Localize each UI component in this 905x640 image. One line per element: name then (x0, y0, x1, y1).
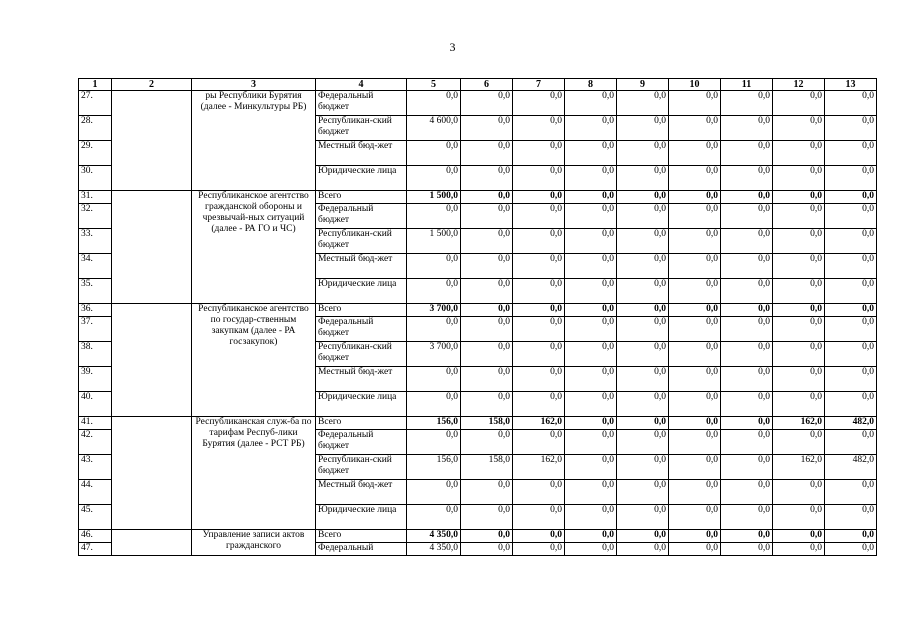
value-cell-col-12: 0,0 (773, 530, 825, 543)
value-cell-col-13: 482,0 (825, 417, 877, 430)
program-cell (112, 91, 192, 191)
column-header-2: 2 (112, 79, 192, 91)
value-cell-col-13: 0,0 (825, 392, 877, 417)
column-header-7: 7 (513, 79, 565, 91)
value-cell-col-10: 0,0 (669, 191, 721, 204)
value-cell-col-13: 0,0 (825, 116, 877, 141)
value-cell-col-7: 0,0 (513, 141, 565, 166)
row-number: 43. (79, 455, 112, 480)
value-cell-col-5: 156,0 (407, 417, 461, 430)
value-cell-col-7: 0,0 (513, 304, 565, 317)
value-cell-col-12: 0,0 (773, 480, 825, 505)
value-cell-col-10: 0,0 (669, 141, 721, 166)
value-cell-col-5: 0,0 (407, 204, 461, 229)
value-cell-col-6: 0,0 (461, 392, 513, 417)
value-cell-col-13: 0,0 (825, 229, 877, 254)
column-header-12: 12 (773, 79, 825, 91)
value-cell-col-5: 4 600,0 (407, 116, 461, 141)
value-cell-col-6: 0,0 (461, 505, 513, 530)
value-cell-col-12: 0,0 (773, 279, 825, 304)
value-cell-col-5: 0,0 (407, 254, 461, 279)
value-cell-col-5: 0,0 (407, 317, 461, 342)
value-cell-col-11: 0,0 (721, 254, 773, 279)
page-number: 3 (449, 40, 456, 54)
table-row (79, 91, 877, 116)
value-cell-col-7: 0,0 (513, 279, 565, 304)
value-cell-col-10: 0,0 (669, 304, 721, 317)
value-cell-col-8: 0,0 (565, 430, 617, 455)
funding-source: Всего (316, 304, 407, 317)
row-number: 34. (79, 254, 112, 279)
value-cell-col-13: 0,0 (825, 367, 877, 392)
value-cell-col-9: 0,0 (617, 480, 669, 505)
value-cell-col-5: 3 700,0 (407, 304, 461, 317)
row-number: 37. (79, 317, 112, 342)
funding-source: Всего (316, 530, 407, 543)
program-cell (112, 191, 192, 304)
row-number: 28. (79, 116, 112, 141)
value-cell-col-12: 0,0 (773, 166, 825, 191)
value-cell-col-9: 0,0 (617, 254, 669, 279)
value-cell-col-11: 0,0 (721, 166, 773, 191)
value-cell-col-7: 0,0 (513, 480, 565, 505)
value-cell-col-12: 0,0 (773, 543, 825, 556)
value-cell-col-5: 0,0 (407, 505, 461, 530)
funding-source: Местный бюд-жет (316, 254, 407, 279)
value-cell-col-9: 0,0 (617, 317, 669, 342)
header-row (79, 79, 877, 91)
value-cell-col-12: 0,0 (773, 204, 825, 229)
value-cell-col-5: 4 350,0 (407, 530, 461, 543)
value-cell-col-5: 0,0 (407, 141, 461, 166)
value-cell-col-6: 0,0 (461, 254, 513, 279)
value-cell-col-11: 0,0 (721, 342, 773, 367)
value-cell-col-13: 0,0 (825, 505, 877, 530)
value-cell-col-9: 0,0 (617, 342, 669, 367)
value-cell-col-10: 0,0 (669, 166, 721, 191)
value-cell-col-11: 0,0 (721, 417, 773, 430)
value-cell-col-12: 0,0 (773, 304, 825, 317)
value-cell-col-12: 0,0 (773, 91, 825, 116)
agency-name: Республиканское агентство гражданской обороны и чрезвычай-ных ситуаций (далее - РА ГО и ЧС) (192, 191, 316, 304)
value-cell-col-11: 0,0 (721, 91, 773, 116)
table-row (79, 304, 877, 317)
value-cell-col-8: 0,0 (565, 530, 617, 543)
value-cell-col-13: 0,0 (825, 480, 877, 505)
value-cell-col-9: 0,0 (617, 505, 669, 530)
value-cell-col-8: 0,0 (565, 191, 617, 204)
value-cell-col-12: 0,0 (773, 191, 825, 204)
value-cell-col-12: 0,0 (773, 392, 825, 417)
column-header-11: 11 (721, 79, 773, 91)
value-cell-col-8: 0,0 (565, 367, 617, 392)
value-cell-col-6: 158,0 (461, 417, 513, 430)
value-cell-col-11: 0,0 (721, 530, 773, 543)
table-row (79, 530, 877, 543)
value-cell-col-13: 0,0 (825, 279, 877, 304)
value-cell-col-8: 0,0 (565, 392, 617, 417)
value-cell-col-11: 0,0 (721, 392, 773, 417)
value-cell-col-6: 0,0 (461, 204, 513, 229)
value-cell-col-12: 0,0 (773, 116, 825, 141)
value-cell-col-8: 0,0 (565, 417, 617, 430)
value-cell-col-13: 0,0 (825, 430, 877, 455)
value-cell-col-6: 0,0 (461, 279, 513, 304)
value-cell-col-6: 0,0 (461, 342, 513, 367)
value-cell-col-7: 0,0 (513, 317, 565, 342)
value-cell-col-8: 0,0 (565, 505, 617, 530)
funding-source: Федеральный бюджет (316, 91, 407, 116)
row-number: 35. (79, 279, 112, 304)
column-header-6: 6 (461, 79, 513, 91)
value-cell-col-9: 0,0 (617, 116, 669, 141)
value-cell-col-8: 0,0 (565, 342, 617, 367)
value-cell-col-10: 0,0 (669, 342, 721, 367)
value-cell-col-9: 0,0 (617, 530, 669, 543)
column-header-9: 9 (617, 79, 669, 91)
row-number: 33. (79, 229, 112, 254)
value-cell-col-9: 0,0 (617, 166, 669, 191)
value-cell-col-11: 0,0 (721, 304, 773, 317)
value-cell-col-9: 0,0 (617, 191, 669, 204)
value-cell-col-10: 0,0 (669, 430, 721, 455)
value-cell-col-12: 0,0 (773, 505, 825, 530)
value-cell-col-13: 0,0 (825, 317, 877, 342)
value-cell-col-7: 0,0 (513, 116, 565, 141)
value-cell-col-10: 0,0 (669, 204, 721, 229)
value-cell-col-10: 0,0 (669, 229, 721, 254)
row-number: 38. (79, 342, 112, 367)
row-number: 29. (79, 141, 112, 166)
value-cell-col-12: 0,0 (773, 254, 825, 279)
value-cell-col-8: 0,0 (565, 166, 617, 191)
table-body (79, 91, 877, 556)
value-cell-col-8: 0,0 (565, 229, 617, 254)
table-row (79, 191, 877, 204)
value-cell-col-8: 0,0 (565, 91, 617, 116)
value-cell-col-6: 0,0 (461, 166, 513, 191)
row-number: 42. (79, 430, 112, 455)
value-cell-col-11: 0,0 (721, 480, 773, 505)
value-cell-col-5: 156,0 (407, 455, 461, 480)
value-cell-col-7: 162,0 (513, 455, 565, 480)
value-cell-col-9: 0,0 (617, 229, 669, 254)
row-number: 32. (79, 204, 112, 229)
value-cell-col-9: 0,0 (617, 430, 669, 455)
funding-source: Федеральный бюджет (316, 430, 407, 455)
value-cell-col-11: 0,0 (721, 455, 773, 480)
value-cell-col-11: 0,0 (721, 191, 773, 204)
value-cell-col-7: 0,0 (513, 204, 565, 229)
value-cell-col-7: 0,0 (513, 254, 565, 279)
column-header-13: 13 (825, 79, 877, 91)
value-cell-col-10: 0,0 (669, 367, 721, 392)
value-cell-col-13: 0,0 (825, 304, 877, 317)
value-cell-col-5: 0,0 (407, 480, 461, 505)
column-header-5: 5 (407, 79, 461, 91)
agency-name: Республиканское агентство по государ-ственным закупкам (далее - РА госзакупок) (192, 304, 316, 417)
value-cell-col-5: 0,0 (407, 166, 461, 191)
row-number: 31. (79, 191, 112, 204)
column-header-8: 8 (565, 79, 617, 91)
value-cell-col-8: 0,0 (565, 141, 617, 166)
funding-source: Юридические лица (316, 279, 407, 304)
value-cell-col-7: 0,0 (513, 505, 565, 530)
row-number: 47. (79, 543, 112, 556)
value-cell-col-7: 0,0 (513, 229, 565, 254)
value-cell-col-5: 0,0 (407, 367, 461, 392)
value-cell-col-6: 0,0 (461, 430, 513, 455)
value-cell-col-6: 0,0 (461, 480, 513, 505)
value-cell-col-7: 0,0 (513, 543, 565, 556)
value-cell-col-7: 0,0 (513, 367, 565, 392)
value-cell-col-7: 0,0 (513, 392, 565, 417)
value-cell-col-12: 0,0 (773, 229, 825, 254)
agency-name: Республиканская служ-ба по тарифам Респуб-лики Бурятия (далее - РСТ РБ) (192, 417, 316, 530)
budget-table (78, 78, 877, 556)
value-cell-col-10: 0,0 (669, 392, 721, 417)
value-cell-col-8: 0,0 (565, 317, 617, 342)
funding-source: Местный бюд-жет (316, 480, 407, 505)
funding-source: Федеральный бюджет (316, 204, 407, 229)
program-cell (112, 304, 192, 417)
value-cell-col-8: 0,0 (565, 204, 617, 229)
value-cell-col-9: 0,0 (617, 141, 669, 166)
program-cell (112, 530, 192, 556)
value-cell-col-8: 0,0 (565, 543, 617, 556)
value-cell-col-9: 0,0 (617, 367, 669, 392)
value-cell-col-6: 0,0 (461, 543, 513, 556)
funding-source: Юридические лица (316, 166, 407, 191)
funding-source: Всего (316, 417, 407, 430)
value-cell-col-10: 0,0 (669, 254, 721, 279)
value-cell-col-7: 0,0 (513, 191, 565, 204)
value-cell-col-12: 0,0 (773, 430, 825, 455)
value-cell-col-11: 0,0 (721, 229, 773, 254)
row-number: 44. (79, 480, 112, 505)
value-cell-col-11: 0,0 (721, 279, 773, 304)
value-cell-col-11: 0,0 (721, 204, 773, 229)
table-row (79, 417, 877, 430)
value-cell-col-10: 0,0 (669, 455, 721, 480)
value-cell-col-8: 0,0 (565, 480, 617, 505)
column-header-4: 4 (316, 79, 407, 91)
value-cell-col-5: 0,0 (407, 392, 461, 417)
funding-source: Местный бюд-жет (316, 141, 407, 166)
value-cell-col-11: 0,0 (721, 543, 773, 556)
value-cell-col-5: 0,0 (407, 279, 461, 304)
funding-source: Республикан-ский бюджет (316, 455, 407, 480)
value-cell-col-8: 0,0 (565, 304, 617, 317)
value-cell-col-13: 0,0 (825, 191, 877, 204)
column-header-1: 1 (79, 79, 112, 91)
value-cell-col-10: 0,0 (669, 530, 721, 543)
value-cell-col-9: 0,0 (617, 91, 669, 116)
value-cell-col-7: 0,0 (513, 430, 565, 455)
value-cell-col-12: 162,0 (773, 417, 825, 430)
value-cell-col-6: 158,0 (461, 455, 513, 480)
value-cell-col-6: 0,0 (461, 530, 513, 543)
value-cell-col-12: 0,0 (773, 317, 825, 342)
value-cell-col-12: 0,0 (773, 141, 825, 166)
value-cell-col-7: 0,0 (513, 530, 565, 543)
value-cell-col-10: 0,0 (669, 116, 721, 141)
value-cell-col-10: 0,0 (669, 505, 721, 530)
value-cell-col-9: 0,0 (617, 279, 669, 304)
value-cell-col-10: 0,0 (669, 543, 721, 556)
funding-source: Федеральный (316, 543, 407, 556)
value-cell-col-11: 0,0 (721, 116, 773, 141)
value-cell-col-6: 0,0 (461, 191, 513, 204)
value-cell-col-7: 162,0 (513, 417, 565, 430)
value-cell-col-6: 0,0 (461, 229, 513, 254)
row-number: 40. (79, 392, 112, 417)
value-cell-col-13: 0,0 (825, 530, 877, 543)
value-cell-col-5: 4 350,0 (407, 543, 461, 556)
value-cell-col-11: 0,0 (721, 367, 773, 392)
value-cell-col-9: 0,0 (617, 543, 669, 556)
value-cell-col-7: 0,0 (513, 166, 565, 191)
value-cell-col-12: 0,0 (773, 367, 825, 392)
value-cell-col-13: 0,0 (825, 204, 877, 229)
program-cell (112, 417, 192, 530)
funding-source: Местный бюд-жет (316, 367, 407, 392)
funding-source: Республикан-ский бюджет (316, 229, 407, 254)
row-number: 27. (79, 91, 112, 116)
value-cell-col-10: 0,0 (669, 480, 721, 505)
value-cell-col-10: 0,0 (669, 417, 721, 430)
value-cell-col-9: 0,0 (617, 392, 669, 417)
value-cell-col-8: 0,0 (565, 254, 617, 279)
value-cell-col-8: 0,0 (565, 116, 617, 141)
value-cell-col-5: 1 500,0 (407, 229, 461, 254)
value-cell-col-11: 0,0 (721, 430, 773, 455)
value-cell-col-6: 0,0 (461, 91, 513, 116)
value-cell-col-5: 3 700,0 (407, 342, 461, 367)
value-cell-col-9: 0,0 (617, 417, 669, 430)
value-cell-col-5: 0,0 (407, 430, 461, 455)
value-cell-col-11: 0,0 (721, 505, 773, 530)
column-header-10: 10 (669, 79, 721, 91)
value-cell-col-13: 482,0 (825, 455, 877, 480)
row-number: 45. (79, 505, 112, 530)
value-cell-col-10: 0,0 (669, 91, 721, 116)
value-cell-col-11: 0,0 (721, 317, 773, 342)
row-number: 30. (79, 166, 112, 191)
value-cell-col-8: 0,0 (565, 279, 617, 304)
value-cell-col-5: 1 500,0 (407, 191, 461, 204)
value-cell-col-7: 0,0 (513, 342, 565, 367)
value-cell-col-10: 0,0 (669, 317, 721, 342)
agency-name: ры Республики Бурятия (далее - Минкультуры РБ) (192, 91, 316, 191)
value-cell-col-6: 0,0 (461, 304, 513, 317)
value-cell-col-13: 0,0 (825, 166, 877, 191)
value-cell-col-7: 0,0 (513, 91, 565, 116)
value-cell-col-9: 0,0 (617, 204, 669, 229)
value-cell-col-6: 0,0 (461, 116, 513, 141)
value-cell-col-8: 0,0 (565, 455, 617, 480)
value-cell-col-10: 0,0 (669, 279, 721, 304)
funding-source: Всего (316, 191, 407, 204)
value-cell-col-6: 0,0 (461, 367, 513, 392)
value-cell-col-12: 0,0 (773, 342, 825, 367)
value-cell-col-9: 0,0 (617, 304, 669, 317)
value-cell-col-13: 0,0 (825, 543, 877, 556)
value-cell-col-5: 0,0 (407, 91, 461, 116)
value-cell-col-9: 0,0 (617, 455, 669, 480)
agency-name: Управление записи актов гражданского (192, 530, 316, 556)
funding-source: Республикан-ский бюджет (316, 116, 407, 141)
row-number: 36. (79, 304, 112, 317)
funding-source: Юридические лица (316, 505, 407, 530)
row-number: 41. (79, 417, 112, 430)
value-cell-col-13: 0,0 (825, 141, 877, 166)
column-header-3: 3 (192, 79, 316, 91)
value-cell-col-13: 0,0 (825, 91, 877, 116)
funding-source: Федеральный бюджет (316, 317, 407, 342)
value-cell-col-13: 0,0 (825, 254, 877, 279)
value-cell-col-6: 0,0 (461, 317, 513, 342)
row-number: 39. (79, 367, 112, 392)
funding-source: Республикан-ский бюджет (316, 342, 407, 367)
value-cell-col-13: 0,0 (825, 342, 877, 367)
row-number: 46. (79, 530, 112, 543)
value-cell-col-6: 0,0 (461, 141, 513, 166)
value-cell-col-11: 0,0 (721, 141, 773, 166)
funding-source: Юридические лица (316, 392, 407, 417)
value-cell-col-12: 162,0 (773, 455, 825, 480)
